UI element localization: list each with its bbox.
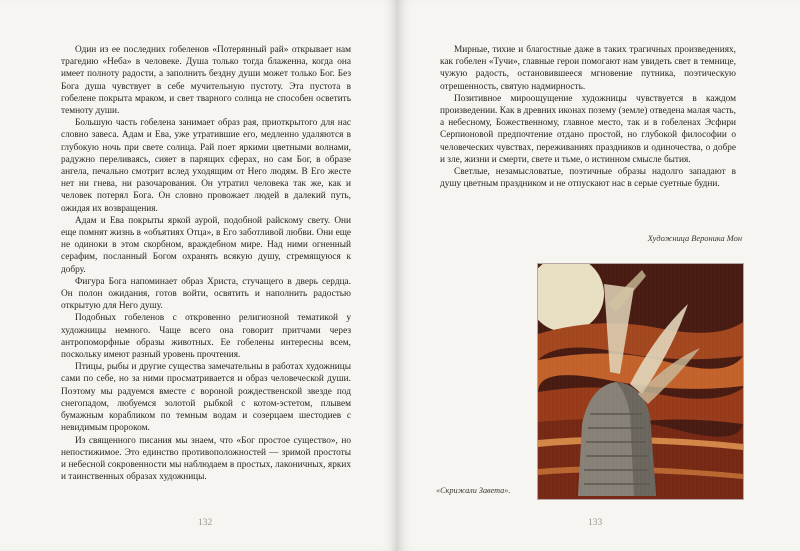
paragraph: Подобных гобеленов с откровенно религиозной тематикой у художницы немного. Чаще всего она говорит притчами через антропоморфные образы животных. Ее гобелены интересны всем, поскольку имеют разный уровень прочтения. [61,313,351,361]
right-page-text [440,44,736,190]
paragraph: Адам и Ева покрыты яркой аурой, подобной райскому свету. Они еще помнят жизнь в «объятиях Отца», в Его заботливой любви. Они еще не одиноки в этом скорбном, враждебном мире. Над ними огненный серафим, посланный Богом охранять всякую душу, стремящуюся к добру. [61,215,351,275]
paragraph: Большую часть гобелена занимает образ рая, приоткрытого для нас словно завеса. Адам и Ева, уже утратившие его, медленно удаляются в глубокую ночь при свете солнца. Рай поет яркими цветными волнами, радужно переливаясь, сияет в парящих сферах, но сам Бог, в образе ангела, печально смотрит вслед уходящим от Него людям. В Его жесте нет ни гнева, ни разочарования. Он утратил человека так же, как и человек потерял Бога. Он словно провожает людей в далекий путь, ожидая их возвращения. [61,118,351,214]
paragraph: Из священного писания мы знаем, что «Бог простое существо», но непостижимое. Это единство противоположностей — зримой простоты и небесной сокровенности мы наблюдаем в простых, лаконичных, ярких и таинственных образах художницы. [61,435,351,483]
paragraph: Мирные, тихие и благостные даже в таких трагичных произведениях, как гобелен «Тучи», главные герои помогают нам увидеть свет в темнице, чужую радость, остановившееся мгновение путника, поэтическую отрешенность, святую надмирность. [440,45,736,92]
page-number: 132 [198,518,213,528]
right-page [398,0,800,551]
paragraph: Светлые, незамысловатые, поэтичные образы надолго западают в душу цветным праздником и не отпускают нас в серые суетные будни. [440,167,736,190]
left-page [0,0,398,551]
artwork-caption: «Скрижали Завета». [436,486,511,495]
paragraph: Фигура Бога напоминает образ Христа, стучащего в дверь сердца. Он полон ожидания, готов войти, освятить и наполнить радостью открытую для Него душу. [61,276,351,312]
paragraph: Один из ее последних гобеленов «Потерянный рай» открывает нам трагедию «Неба» в человеке. Душа только тогда блаженна, когда она имеет полноту радости, а заполнить бездну души может только Бог. Без Бога душа чувствует в себе мучительную пустоту. Эта пустота в гобелене покрыта мраком, и свет тварного солнца не способен осветить темноту души. [61,45,351,117]
weave-texture [538,264,743,499]
left-page-text [61,44,351,483]
tapestry-image [538,264,743,499]
paragraph: Птицы, рыбы и другие существа замечательны в работах художницы сами по себе, но за ними просматривается и образ человеческой души. Поэтому мы радуемся вместе с вороной рождественской звезде под снегопадом, любуемся золотой рыбкой с котом-эстетом, плывем бумажным корабликом по темным водам и созерцаем шестодиев с невидимым пророком. [61,362,351,434]
paragraph: Позитивное мироощущение художницы чувствуется в каждом произведении. Как в древних иконах позему (земле) отведена малая часть, а небесному, Божественному, главное место, так и в гобеленах Эсфири Серпионовой предпочтение отдано простой, но глубокой философии о человеческих чувствах, переживаниях праздников и одиночества, о добре и зле, жизни и смерти, свете и тьме, о истинном смысле бытия. [440,93,736,165]
page-number: 133 [588,518,603,528]
artist-caption: Художница Вероника Мон [647,234,742,243]
